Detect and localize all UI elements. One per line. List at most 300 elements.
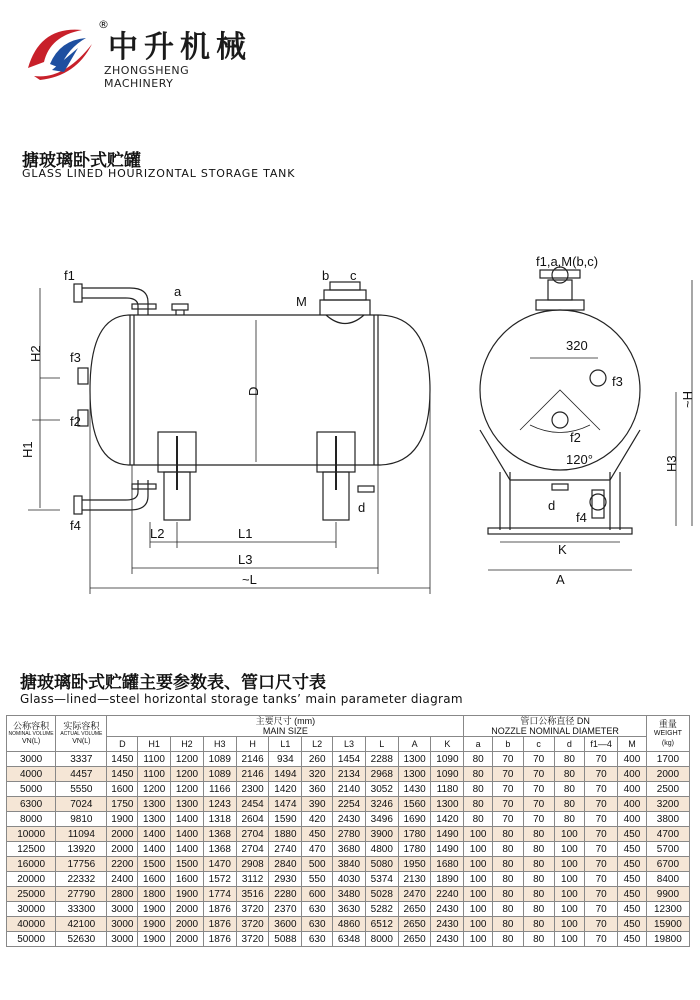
table-cell: 2650 bbox=[398, 917, 431, 932]
table-cell: 80 bbox=[493, 827, 524, 842]
table-cell: 2840 bbox=[269, 857, 302, 872]
table-cell: 3720 bbox=[236, 932, 269, 947]
table-cell: 12300 bbox=[646, 902, 689, 917]
label-side-top: f1,a,M(b,c) bbox=[536, 254, 599, 269]
table-cell: 2000 bbox=[171, 902, 204, 917]
table-cell: 1420 bbox=[431, 812, 464, 827]
table-cell: 400 bbox=[618, 782, 647, 797]
tank-drawing bbox=[0, 240, 700, 600]
table-cell: 80 bbox=[523, 827, 554, 842]
table-cell: 500 bbox=[302, 857, 333, 872]
table-cell: 1368 bbox=[203, 827, 236, 842]
table-cell: 400 bbox=[618, 767, 647, 782]
table-cell: 20000 bbox=[7, 872, 56, 887]
table-cell: 1680 bbox=[431, 857, 464, 872]
table-cell: 70 bbox=[493, 797, 524, 812]
table-cell: 80 bbox=[493, 902, 524, 917]
table-cell: 1500 bbox=[138, 857, 171, 872]
table-cell: 3720 bbox=[236, 917, 269, 932]
table-cell: 1450 bbox=[107, 767, 138, 782]
table-cell: 16000 bbox=[7, 857, 56, 872]
label-H3: H3 bbox=[664, 455, 679, 472]
table-cell: 1560 bbox=[398, 797, 431, 812]
table-cell: 2740 bbox=[269, 842, 302, 857]
table-cell: 80 bbox=[523, 932, 554, 947]
table-cell: 80 bbox=[493, 842, 524, 857]
table-cell: 70 bbox=[523, 812, 554, 827]
brand-logo bbox=[20, 18, 260, 88]
table-cell: 2650 bbox=[398, 932, 431, 947]
table-cell: 1470 bbox=[203, 857, 236, 872]
table-cell: 1474 bbox=[269, 797, 302, 812]
table-cell: 3000 bbox=[7, 752, 56, 767]
table-cell: 1100 bbox=[138, 752, 171, 767]
table-cell: 1900 bbox=[138, 902, 171, 917]
table-cell: 1490 bbox=[431, 842, 464, 857]
table-cell: 80 bbox=[464, 782, 493, 797]
table-cell: 2146 bbox=[236, 752, 269, 767]
table-cell: 80 bbox=[493, 917, 524, 932]
label-M: M bbox=[296, 294, 307, 309]
label-L: ~L bbox=[242, 572, 257, 587]
table-cell: 1700 bbox=[646, 752, 689, 767]
header-nozzle-diameter: 管口公称直径 DN NOZZLE NOMINAL DIAMETER bbox=[464, 716, 647, 737]
table-cell: 1300 bbox=[431, 797, 464, 812]
table-cell: 450 bbox=[618, 917, 647, 932]
table-cell: 100 bbox=[554, 932, 585, 947]
table-cell: 934 bbox=[269, 752, 302, 767]
table-cell: 1200 bbox=[138, 782, 171, 797]
table-cell: 5550 bbox=[56, 782, 107, 797]
table-cell: 1880 bbox=[269, 827, 302, 842]
brand-name-cn: 中升机械 bbox=[108, 30, 252, 65]
section-title-cn: 搪玻璃卧式贮罐 bbox=[22, 151, 141, 171]
table-cell: 80 bbox=[554, 752, 585, 767]
table-cell: 2000 bbox=[107, 827, 138, 842]
column-header: L1 bbox=[269, 737, 302, 752]
table-cell: 3480 bbox=[333, 887, 366, 902]
table-cell: 6348 bbox=[333, 932, 366, 947]
table-cell: 1166 bbox=[203, 782, 236, 797]
table-cell: 1900 bbox=[138, 932, 171, 947]
table-cell: 1690 bbox=[398, 812, 431, 827]
table-cell: 42100 bbox=[56, 917, 107, 932]
table-cell: 1890 bbox=[431, 872, 464, 887]
table-cell: 5088 bbox=[269, 932, 302, 947]
table-cell: 100 bbox=[554, 857, 585, 872]
table-cell: 52630 bbox=[56, 932, 107, 947]
table-cell: 450 bbox=[618, 872, 647, 887]
table-cell: 2288 bbox=[365, 752, 398, 767]
table-cell: 100 bbox=[464, 917, 493, 932]
table-cell: 100 bbox=[554, 917, 585, 932]
table-cell: 3840 bbox=[333, 857, 366, 872]
table-cell: 1774 bbox=[203, 887, 236, 902]
table-cell: 2430 bbox=[431, 917, 464, 932]
table-cell: 100 bbox=[464, 857, 493, 872]
table-cell: 1400 bbox=[138, 827, 171, 842]
table-cell: 1090 bbox=[431, 752, 464, 767]
table-cell: 3720 bbox=[236, 902, 269, 917]
table-cell: 400 bbox=[618, 812, 647, 827]
table-cell: 100 bbox=[554, 842, 585, 857]
label-d: d bbox=[358, 500, 366, 515]
table-cell: 8000 bbox=[7, 812, 56, 827]
table-cell: 100 bbox=[554, 902, 585, 917]
table-cell: 3630 bbox=[333, 902, 366, 917]
table-cell: 1180 bbox=[431, 782, 464, 797]
table-cell: 630 bbox=[302, 917, 333, 932]
table-cell: 1300 bbox=[398, 752, 431, 767]
label-D: D bbox=[246, 386, 261, 396]
label-L1: L1 bbox=[238, 526, 253, 541]
table-cell: 450 bbox=[618, 842, 647, 857]
table-cell: 320 bbox=[302, 767, 333, 782]
label-side-f2: f2 bbox=[570, 430, 581, 445]
table-cell: 3680 bbox=[333, 842, 366, 857]
table-cell: 7024 bbox=[56, 797, 107, 812]
table-cell: 2000 bbox=[646, 767, 689, 782]
table-cell: 1876 bbox=[203, 917, 236, 932]
label-c: c bbox=[350, 268, 357, 283]
table-cell: 80 bbox=[554, 767, 585, 782]
table-cell: 5080 bbox=[365, 857, 398, 872]
table-cell: 70 bbox=[585, 752, 618, 767]
table-cell: 1900 bbox=[107, 812, 138, 827]
table-cell: 80 bbox=[493, 932, 524, 947]
label-f1: f1 bbox=[64, 268, 75, 283]
table-cell: 6300 bbox=[7, 797, 56, 812]
column-header: L bbox=[365, 737, 398, 752]
table-cell: 1243 bbox=[203, 797, 236, 812]
table-cell: 1600 bbox=[107, 782, 138, 797]
table-title-en: Glass—lined—steel horizontal storage tanks’ main parameter diagram bbox=[20, 692, 463, 706]
table-cell: 1500 bbox=[171, 857, 204, 872]
label-H2: H2 bbox=[28, 345, 43, 362]
table-row bbox=[7, 872, 690, 887]
table-cell: 2780 bbox=[333, 827, 366, 842]
table-cell: 100 bbox=[464, 872, 493, 887]
table-cell: 100 bbox=[464, 902, 493, 917]
table-cell: 2800 bbox=[107, 887, 138, 902]
table-cell: 1450 bbox=[107, 752, 138, 767]
column-header: H1 bbox=[138, 737, 171, 752]
column-header: H2 bbox=[171, 737, 204, 752]
table-cell: 1876 bbox=[203, 932, 236, 947]
table-cell: 70 bbox=[493, 767, 524, 782]
table-cell: 70 bbox=[585, 767, 618, 782]
table-row bbox=[7, 752, 690, 767]
table-cell: 5374 bbox=[365, 872, 398, 887]
column-header: D bbox=[107, 737, 138, 752]
table-cell: 100 bbox=[554, 872, 585, 887]
table-cell: 2130 bbox=[398, 872, 431, 887]
table-cell: 25000 bbox=[7, 887, 56, 902]
table-cell: 1750 bbox=[107, 797, 138, 812]
table-cell: 2470 bbox=[398, 887, 431, 902]
column-header: K bbox=[431, 737, 464, 752]
table-cell: 400 bbox=[618, 752, 647, 767]
column-header: d bbox=[554, 737, 585, 752]
table-cell: 2240 bbox=[431, 887, 464, 902]
table-cell: 80 bbox=[554, 812, 585, 827]
table-cell: 2200 bbox=[107, 857, 138, 872]
table-row bbox=[7, 902, 690, 917]
table-cell: 1400 bbox=[138, 842, 171, 857]
table-row bbox=[7, 842, 690, 857]
table-cell: 630 bbox=[302, 902, 333, 917]
label-120: 120° bbox=[566, 452, 593, 467]
table-cell: 450 bbox=[618, 857, 647, 872]
table-cell: 100 bbox=[464, 932, 493, 947]
table-cell: 17756 bbox=[56, 857, 107, 872]
table-cell: 1454 bbox=[333, 752, 366, 767]
table-cell: 630 bbox=[302, 932, 333, 947]
table-cell: 80 bbox=[523, 917, 554, 932]
logo-swoosh-icon bbox=[20, 18, 100, 88]
table-cell: 1572 bbox=[203, 872, 236, 887]
table-cell: 2430 bbox=[333, 812, 366, 827]
column-header: A bbox=[398, 737, 431, 752]
table-cell: 4800 bbox=[365, 842, 398, 857]
table-cell: 3000 bbox=[107, 932, 138, 947]
table-cell: 80 bbox=[523, 842, 554, 857]
table-cell: 70 bbox=[523, 782, 554, 797]
table-cell: 1420 bbox=[269, 782, 302, 797]
table-cell: 70 bbox=[585, 887, 618, 902]
table-cell: 11094 bbox=[56, 827, 107, 842]
table-cell: 4000 bbox=[7, 767, 56, 782]
table-cell: 8000 bbox=[365, 932, 398, 947]
table-row bbox=[7, 827, 690, 842]
table-cell: 70 bbox=[585, 827, 618, 842]
table-cell: 80 bbox=[493, 872, 524, 887]
table-cell: 470 bbox=[302, 842, 333, 857]
table-cell: 1400 bbox=[171, 812, 204, 827]
table-row bbox=[7, 797, 690, 812]
table-cell: 100 bbox=[554, 887, 585, 902]
table-cell: 80 bbox=[523, 872, 554, 887]
table-cell: 3000 bbox=[107, 917, 138, 932]
table-cell: 450 bbox=[618, 827, 647, 842]
table-cell: 80 bbox=[464, 812, 493, 827]
table-cell: 2968 bbox=[365, 767, 398, 782]
table-cell: 1430 bbox=[398, 782, 431, 797]
column-header: b bbox=[493, 737, 524, 752]
table-cell: 3800 bbox=[646, 812, 689, 827]
table-cell: 2146 bbox=[236, 767, 269, 782]
table-cell: 40000 bbox=[7, 917, 56, 932]
table-cell: 70 bbox=[585, 812, 618, 827]
table-cell: 1090 bbox=[431, 767, 464, 782]
table-cell: 1318 bbox=[203, 812, 236, 827]
table-cell: 70 bbox=[585, 797, 618, 812]
table-cell: 50000 bbox=[7, 932, 56, 947]
table-cell: 420 bbox=[302, 812, 333, 827]
column-header: H bbox=[236, 737, 269, 752]
table-cell: 1089 bbox=[203, 767, 236, 782]
column-header: L3 bbox=[333, 737, 366, 752]
table-cell: 70 bbox=[493, 812, 524, 827]
table-cell: 450 bbox=[618, 902, 647, 917]
table-cell: 5028 bbox=[365, 887, 398, 902]
table-cell: 1300 bbox=[171, 797, 204, 812]
table-cell: 80 bbox=[523, 902, 554, 917]
table-cell: 1300 bbox=[398, 767, 431, 782]
table-cell: 19800 bbox=[646, 932, 689, 947]
label-A: A bbox=[556, 572, 565, 587]
table-cell: 3516 bbox=[236, 887, 269, 902]
table-cell: 27790 bbox=[56, 887, 107, 902]
table-cell: 2430 bbox=[431, 902, 464, 917]
label-side-d: d bbox=[548, 498, 556, 513]
table-cell: 70 bbox=[585, 917, 618, 932]
label-a: a bbox=[174, 284, 182, 299]
table-cell: 2908 bbox=[236, 857, 269, 872]
table-cell: 70 bbox=[585, 872, 618, 887]
label-L3: L3 bbox=[238, 552, 253, 567]
table-cell: 1200 bbox=[171, 752, 204, 767]
table-cell: 80 bbox=[523, 887, 554, 902]
table-cell: 2430 bbox=[431, 932, 464, 947]
table-cell: 2134 bbox=[333, 767, 366, 782]
table-row bbox=[7, 857, 690, 872]
table-cell: 10000 bbox=[7, 827, 56, 842]
table-cell: 2140 bbox=[333, 782, 366, 797]
table-cell: 2500 bbox=[646, 782, 689, 797]
table-cell: 3496 bbox=[365, 812, 398, 827]
table-cell: 100 bbox=[464, 827, 493, 842]
table-cell: 550 bbox=[302, 872, 333, 887]
table-cell: 100 bbox=[554, 827, 585, 842]
table-cell: 3337 bbox=[56, 752, 107, 767]
table-row bbox=[7, 932, 690, 947]
table-cell: 70 bbox=[585, 782, 618, 797]
table-cell: 1100 bbox=[138, 767, 171, 782]
table-cell: 1089 bbox=[203, 752, 236, 767]
table-row bbox=[7, 782, 690, 797]
section-title-en: GLASS LINED HOURIZONTAL STORAGE TANK bbox=[22, 167, 296, 180]
table-cell: 1780 bbox=[398, 827, 431, 842]
header-nominal-volume: 公称容积 NOMINAL VOLUME VN(L) bbox=[7, 716, 56, 752]
table-cell: 80 bbox=[464, 767, 493, 782]
table-cell: 5000 bbox=[7, 782, 56, 797]
table-cell: 2604 bbox=[236, 812, 269, 827]
header-weight: 重量 WEIGHT (kg) bbox=[646, 716, 689, 752]
parameter-table bbox=[6, 715, 690, 947]
table-cell: 1900 bbox=[171, 887, 204, 902]
table-cell: 400 bbox=[618, 797, 647, 812]
table-cell: 3200 bbox=[646, 797, 689, 812]
table-cell: 1400 bbox=[171, 842, 204, 857]
table-cell: 80 bbox=[523, 857, 554, 872]
table-cell: 80 bbox=[554, 782, 585, 797]
table-cell: 260 bbox=[302, 752, 333, 767]
table-cell: 1368 bbox=[203, 842, 236, 857]
table-cell: 1400 bbox=[171, 827, 204, 842]
table-cell: 33300 bbox=[56, 902, 107, 917]
column-header: H3 bbox=[203, 737, 236, 752]
table-cell: 450 bbox=[618, 932, 647, 947]
table-cell: 8400 bbox=[646, 872, 689, 887]
table-cell: 13920 bbox=[56, 842, 107, 857]
table-cell: 70 bbox=[585, 857, 618, 872]
table-cell: 70 bbox=[523, 797, 554, 812]
table-cell: 70 bbox=[585, 902, 618, 917]
header-main-size: 主要尺寸 (mm) MAIN SIZE bbox=[107, 716, 464, 737]
table-cell: 3000 bbox=[107, 902, 138, 917]
table-cell: 360 bbox=[302, 782, 333, 797]
table-cell: 2400 bbox=[107, 872, 138, 887]
table-cell: 6512 bbox=[365, 917, 398, 932]
label-H: ~H bbox=[680, 391, 695, 408]
table-cell: 3900 bbox=[365, 827, 398, 842]
table-cell: 80 bbox=[493, 887, 524, 902]
table-cell: 1780 bbox=[398, 842, 431, 857]
table-cell: 70 bbox=[523, 752, 554, 767]
table-cell: 1494 bbox=[269, 767, 302, 782]
table-cell: 1590 bbox=[269, 812, 302, 827]
table-cell: 4700 bbox=[646, 827, 689, 842]
table-cell: 80 bbox=[493, 857, 524, 872]
table-row bbox=[7, 887, 690, 902]
table-cell: 5282 bbox=[365, 902, 398, 917]
table-cell: 1600 bbox=[171, 872, 204, 887]
table-cell: 2280 bbox=[269, 887, 302, 902]
table-cell: 70 bbox=[585, 932, 618, 947]
table-cell: 2704 bbox=[236, 827, 269, 842]
label-L2: L2 bbox=[150, 526, 165, 541]
table-cell: 5700 bbox=[646, 842, 689, 857]
label-side-f4: f4 bbox=[576, 510, 587, 525]
table-cell: 1950 bbox=[398, 857, 431, 872]
table-cell: 2300 bbox=[236, 782, 269, 797]
table-cell: 70 bbox=[523, 767, 554, 782]
header-actual-volume: 实际容积 ACTUAL VOLUME VN(L) bbox=[56, 716, 107, 752]
table-cell: 2254 bbox=[333, 797, 366, 812]
table-cell: 80 bbox=[464, 797, 493, 812]
table-cell: 2000 bbox=[171, 932, 204, 947]
table-cell: 3246 bbox=[365, 797, 398, 812]
table-row bbox=[7, 812, 690, 827]
table-cell: 1800 bbox=[138, 887, 171, 902]
table-cell: 70 bbox=[493, 782, 524, 797]
table-cell: 3600 bbox=[269, 917, 302, 932]
table-cell: 1490 bbox=[431, 827, 464, 842]
label-f4: f4 bbox=[70, 518, 81, 533]
table-cell: 80 bbox=[464, 752, 493, 767]
table-cell: 9900 bbox=[646, 887, 689, 902]
label-K: K bbox=[558, 542, 567, 557]
table-cell: 2930 bbox=[269, 872, 302, 887]
table-cell: 30000 bbox=[7, 902, 56, 917]
table-cell: 80 bbox=[554, 797, 585, 812]
table-cell: 2454 bbox=[236, 797, 269, 812]
table-cell: 22332 bbox=[56, 872, 107, 887]
table-cell: 1600 bbox=[138, 872, 171, 887]
table-cell: 2650 bbox=[398, 902, 431, 917]
table-cell: 1900 bbox=[138, 917, 171, 932]
column-header: f1—4 bbox=[585, 737, 618, 752]
table-cell: 9810 bbox=[56, 812, 107, 827]
table-title-cn: 搪玻璃卧式贮罐主要参数表、管口尺寸表 bbox=[20, 673, 326, 693]
table-cell: 3112 bbox=[236, 872, 269, 887]
label-f3: f3 bbox=[70, 350, 81, 365]
table-cell: 450 bbox=[618, 887, 647, 902]
table-cell: 1300 bbox=[138, 812, 171, 827]
table-cell: 100 bbox=[464, 887, 493, 902]
table-cell: 12500 bbox=[7, 842, 56, 857]
